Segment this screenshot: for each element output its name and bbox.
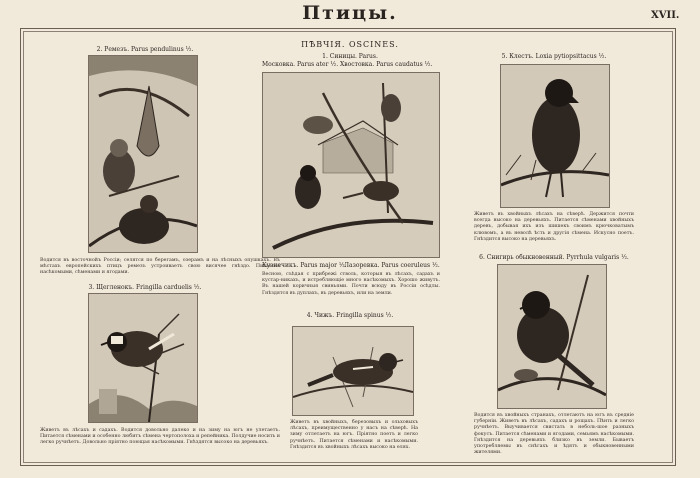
description-bird-6: Водится въ хвойныхъ странахъ, отлетаютъ на югъ въ средніе губерніи. Живетъ въ лѣсахъ, садахъ и рощахъ. Пѣнть и легко ручнѣетъ. Выучивается свистать в неболь-шое разныхъ фокусъ. Питается сѣменами и ягодами, семьямъ насѣкомыми. Гнѣздится на деревьяхъ близко въ земли. Бываетъ употребляемы въ снѣгахъ и ѣдятъ и обыкновенными жителями. <box>474 413 634 456</box>
scheglenok-illustration <box>89 294 197 422</box>
description-bird-1: Весною, съѣдая с прибрежі стволь, которыя въ лѣсахъ, садахъ и кустар-никахъ, и истребляющіе много насѣкомыхъ. Хорошо живутъ. Въ нашей коричныя свиньями. Почти всюду въ Россіи осѣдлы. Гнѣздятся въ дуплахъ, въ деревьяхъ, или на земли. <box>262 272 440 296</box>
section-heading: ПѢВЧІЯ. OSCINES. <box>301 40 399 49</box>
caption-bird-4: 4. Чижъ. Fringilla spinus ½. <box>306 312 394 319</box>
description-bird-2: Водится въ восточнойъ Россіи; селятся по берегамъ, озерамъ и на лѣсныхъ опушкахъ. Въ мѣстахъ европейскихъ птицъ ремезъ устроиваетъ свою висячее гнѣздо. Питается насѣкомыми, сѣменами и ягодами. <box>40 258 280 276</box>
klest-illustration <box>501 65 609 207</box>
description-bird-3: Живетъ въ лѣсахъ и садахъ. Водится довольно далеко и на зиму на югъ не улетаетъ. Питается сѣменами и особенно любитъ сѣмена чертополоха и репейника. Полдучие носить и легко ручнѣетъ. Довольно пріятно поющая насѣкомыми. Гнѣздятся высоко на деревьяхъ. <box>40 428 280 446</box>
plate-scheglenok <box>88 293 198 423</box>
plate-snigir <box>497 264 607 409</box>
label-bird-1-lower-left: Кузнечикъ. Parus major ½. <box>262 262 347 269</box>
description-bird-4: Живетъ въ хвойныхъ, березовыхъ и ольховыхъ лѣсахъ, преимущественно у насъ на сѣверѣ. На зиму отлетаетъ на югъ. Пріятно поетъ и легко ручнѣетъ. Питается сѣменами и насѣкомыми. Гнѣздится въ хвойныхъ лѣсахъ высоко на елях. <box>290 420 418 450</box>
sublabel-bird-1-left: Московка. Parus ater ½. <box>262 61 339 68</box>
caption-bird-6: 6. Снигирь обыкновенный. Pyrrhula vulgaris ½. <box>479 254 629 261</box>
plate-sinicy <box>262 72 440 258</box>
plate-remez <box>88 55 198 253</box>
caption-bird-2: 2. Ремезъ. Parus pendulinus ½. <box>96 46 194 53</box>
plate-klest <box>500 64 610 208</box>
sinicy-illustration <box>263 73 439 257</box>
caption-bird-5: 5. Клестъ. Loxia pytiopsittacus ½. <box>501 53 607 60</box>
snigir-illustration <box>498 265 606 408</box>
remez-illustration <box>89 56 197 252</box>
page-title: Птицы. <box>302 2 398 24</box>
label-bird-1-lower-right: Лазоревка. Parus coeruleus ½. <box>344 262 440 269</box>
chizh-illustration <box>293 327 413 415</box>
plate-chizh <box>292 326 414 416</box>
caption-bird-3: 3. Щегленокъ. Fringilla carduelis ½. <box>88 284 202 291</box>
page-number: XVII. <box>651 10 680 21</box>
sublabel-bird-1-right: Хвостовка. Parus caudatus ½. <box>340 61 433 68</box>
description-bird-5: Живетъ въ хвойныхъ лѣсахъ на сѣверѣ. Держится почти всегда высоко на деревьяхъ. Питается сѣменами хвойныхъ деревъ, добывая ихъ изъ шишекъ своимъ крючковатымъ клювомъ, а въ неволѣ ѣсть и другія сѣмена. Искусно поетъ. Гнѣздится высоко на деревьяхъ. <box>474 212 634 242</box>
caption-bird-1: 1. Синицы. Parus. <box>322 53 378 60</box>
